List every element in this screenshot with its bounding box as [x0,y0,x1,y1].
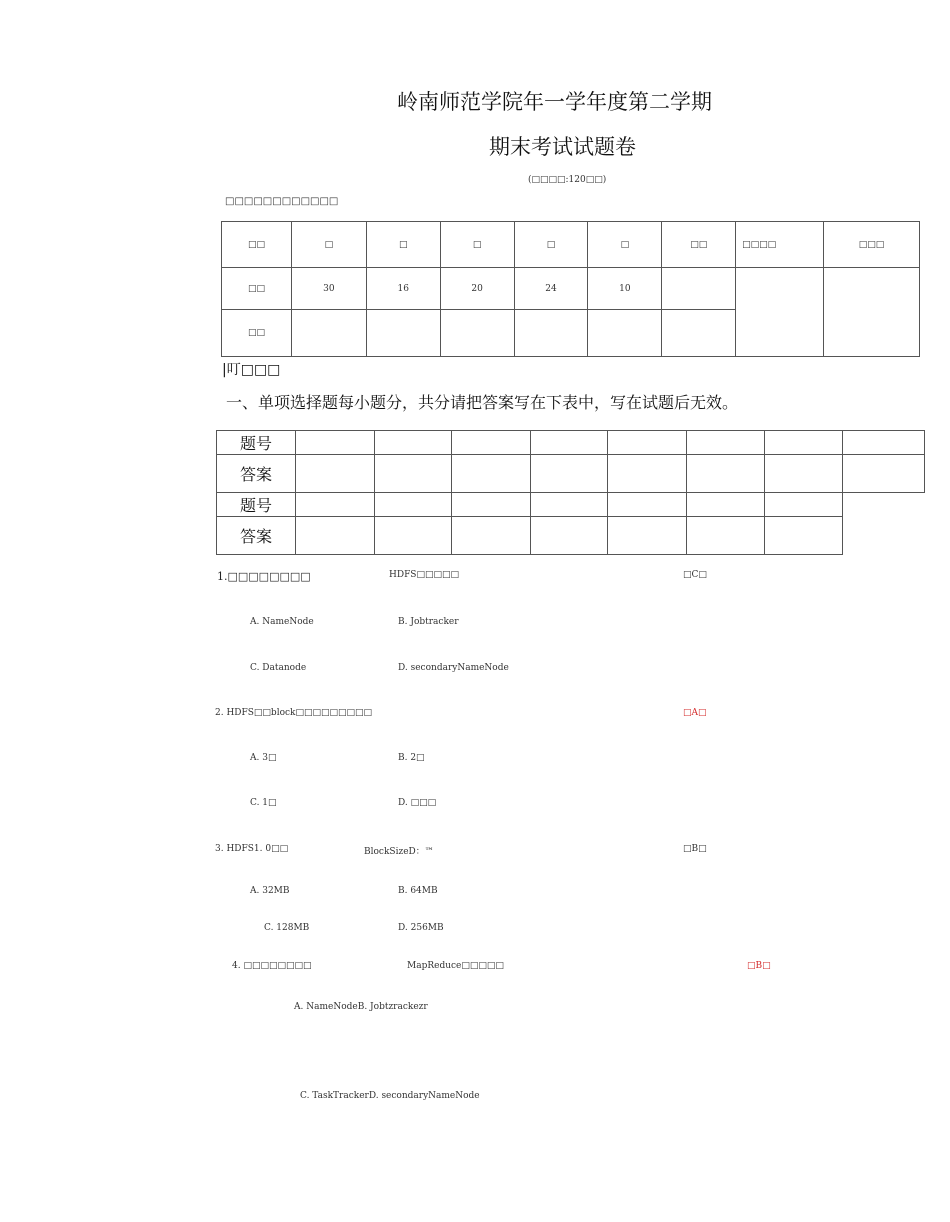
points-cell: 20 [440,268,514,310]
answer-cell[interactable] [374,517,451,555]
answer-grid-row [217,517,925,555]
question-4-answer: □B□ [747,961,771,971]
question-1-answer: □C□ [683,570,707,580]
exam-time-note: (□□□□:120□□) [528,175,607,185]
question-number-cell [530,493,608,517]
question-number-cell [765,431,843,455]
answer-label: 答案 [217,455,296,493]
question-2-option-a[interactable]: A. 3□ [250,753,277,763]
question-2-answer: □A□ [683,708,707,718]
question-number-label: 题号 [217,493,296,517]
question-number-cell [765,493,843,517]
question-number-cell [374,431,451,455]
score-cell [440,310,514,357]
score-cell [662,310,736,357]
question-3-option-d[interactable]: D. 256MB [398,923,444,933]
question-1-option-a[interactable]: A. NameNode [250,617,314,627]
score-header-cell: □ [366,222,440,268]
answer-cell[interactable] [374,455,451,493]
question-number-cell [451,431,530,455]
answer-label: 答案 [217,517,296,555]
question-number-cell [530,431,608,455]
score-row-label: □□ [222,310,292,357]
question-1-stem: 1.□□□□□□□□ [217,570,311,583]
question-2-option-d[interactable]: D. □□□ [398,798,437,808]
question-number-cell [687,493,765,517]
question-3-option-b[interactable]: B. 64MB [398,886,438,896]
total-score-cell [736,268,824,357]
exam-subline: □□□□□□□□□□□□ [225,196,339,207]
answer-cell[interactable] [765,455,843,493]
question-number-cell [608,493,687,517]
answer-cell[interactable] [530,455,608,493]
score-header-cell: □ [440,222,514,268]
answer-cell[interactable] [765,517,843,555]
question-1-option-d[interactable]: D. secondaryNameNode [398,663,509,673]
question-number-cell [843,431,925,455]
score-header-cell: □□ [222,222,292,268]
points-cell: 24 [514,268,588,310]
score-cell [291,310,366,357]
answer-grid-row [217,493,925,517]
answer-cell[interactable] [608,517,687,555]
exam-title-line1: 岭南师范学院年一学年度第二学期 [397,90,712,114]
answer-cell[interactable] [295,455,374,493]
answer-cell[interactable] [451,455,530,493]
score-cell [514,310,588,357]
grader-cell [824,268,920,357]
question-4-options-cd[interactable]: C. TaskTrackerD. secondaryNameNode [300,1091,480,1101]
question-1-option-b[interactable]: B. Jobtracker [398,617,459,627]
score-header-cell: □□□□ [736,222,824,268]
grader-label: |叮□□□ [222,362,281,378]
exam-title-line2: 期末考试试题卷 [489,135,636,159]
score-row-label: □□ [222,268,292,310]
score-cell [588,310,662,357]
question-2-stem: 2. HDFS□□block□□□□□□□□□ [215,708,373,718]
question-number-cell [451,493,530,517]
question-3-option-a[interactable]: A. 32MB [250,886,290,896]
question-1-option-c[interactable]: C. Datanode [250,663,307,673]
answer-grid [216,430,925,555]
question-number-cell [295,431,374,455]
question-3-stem-tail: BlockSizeD：™ [364,847,434,857]
answer-grid-row [217,455,925,493]
question-number-cell [374,493,451,517]
question-number-cell [295,493,374,517]
answer-cell[interactable] [530,517,608,555]
points-cell [662,268,736,310]
answer-cell[interactable] [843,455,925,493]
score-header-cell: □ [588,222,662,268]
score-points-row [222,268,920,310]
points-cell: 10 [588,268,662,310]
score-table [221,221,920,357]
question-2-option-c[interactable]: C. 1□ [250,798,277,808]
score-header-cell: □ [291,222,366,268]
question-number-cell [687,431,765,455]
question-3-option-c[interactable]: C. 128MB [264,923,310,933]
answer-cell[interactable] [687,517,765,555]
question-number-cell [608,431,687,455]
question-number-label: 题号 [217,431,296,455]
points-cell: 16 [366,268,440,310]
section1-heading: 一、单项选择题每小题分，共分请把答案写在下表中，写在试题后无效。 [226,393,739,412]
score-cell [366,310,440,357]
question-4-stem-tail: MapReduce□□□□□ [407,961,504,971]
answer-grid-row [217,431,925,455]
score-header-cell: □□ [662,222,736,268]
score-header-cell: □ [514,222,588,268]
blank-cell [843,493,925,555]
question-3-stem: 3. HDFS1. 0□□ [215,844,289,854]
question-2-option-b[interactable]: B. 2□ [398,753,425,763]
question-3-answer: □B□ [683,844,707,854]
question-1-stem-tail: HDFS□□□□□ [389,570,459,580]
question-4-stem: 4. □□□□□□□□ [232,961,312,971]
points-cell: 30 [291,268,366,310]
score-header-cell: □□□ [824,222,920,268]
answer-cell[interactable] [451,517,530,555]
answer-cell[interactable] [295,517,374,555]
answer-cell[interactable] [608,455,687,493]
question-4-options-ab[interactable]: A. NameNodeB. Jobtzrackezr [294,1002,428,1012]
answer-cell[interactable] [687,455,765,493]
score-header-row [222,222,920,268]
